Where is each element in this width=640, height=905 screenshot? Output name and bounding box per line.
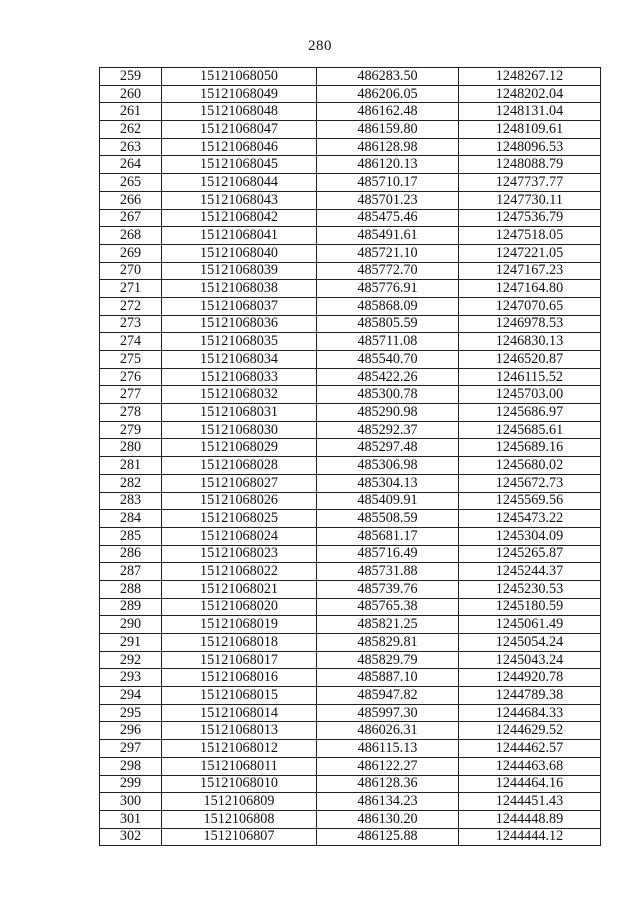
- y-coordinate-cell: 1247164.80: [459, 280, 601, 298]
- point-id-cell: 15121068026: [162, 492, 317, 510]
- y-coordinate-cell: 1244789.38: [459, 687, 601, 705]
- table-row: [100, 828, 601, 846]
- table-row: [100, 616, 601, 634]
- x-coordinate-cell: 485701.23: [317, 191, 459, 209]
- x-coordinate-cell: 485721.10: [317, 244, 459, 262]
- point-id-cell: 15121068037: [162, 297, 317, 315]
- row-number-cell: 281: [100, 457, 162, 475]
- point-id-cell: 15121068034: [162, 351, 317, 369]
- y-coordinate-cell: 1245180.59: [459, 598, 601, 616]
- row-number-cell: 261: [100, 103, 162, 121]
- x-coordinate-cell: 485422.26: [317, 368, 459, 386]
- row-number-cell: 272: [100, 297, 162, 315]
- point-id-cell: 15121068049: [162, 85, 317, 103]
- point-id-cell: 15121068028: [162, 457, 317, 475]
- y-coordinate-cell: 1244629.52: [459, 722, 601, 740]
- table-row: [100, 793, 601, 811]
- row-number-cell: 280: [100, 439, 162, 457]
- point-id-cell: 15121068012: [162, 740, 317, 758]
- table-row: [100, 757, 601, 775]
- x-coordinate-cell: 485409.91: [317, 492, 459, 510]
- table-row: [100, 527, 601, 545]
- table-row: [100, 492, 601, 510]
- x-coordinate-cell: 486283.50: [317, 68, 459, 86]
- row-number-cell: 288: [100, 580, 162, 598]
- table-row: [100, 704, 601, 722]
- point-id-cell: 15121068036: [162, 315, 317, 333]
- x-coordinate-cell: 486128.36: [317, 775, 459, 793]
- y-coordinate-cell: 1245703.00: [459, 386, 601, 404]
- y-coordinate-cell: 1247737.77: [459, 174, 601, 192]
- page-number: 280: [308, 38, 332, 54]
- point-id-cell: 15121068044: [162, 174, 317, 192]
- x-coordinate-cell: 485290.98: [317, 404, 459, 422]
- table-row: [100, 810, 601, 828]
- y-coordinate-cell: 1244463.68: [459, 757, 601, 775]
- row-number-cell: 265: [100, 174, 162, 192]
- point-id-cell: 15121068016: [162, 669, 317, 687]
- row-number-cell: 262: [100, 121, 162, 139]
- y-coordinate-cell: 1244464.16: [459, 775, 601, 793]
- y-coordinate-cell: 1247518.05: [459, 227, 601, 245]
- x-coordinate-cell: 486026.31: [317, 722, 459, 740]
- row-number-cell: 283: [100, 492, 162, 510]
- y-coordinate-cell: 1245672.73: [459, 474, 601, 492]
- x-coordinate-cell: 485739.76: [317, 580, 459, 598]
- point-id-cell: 15121068025: [162, 510, 317, 528]
- x-coordinate-cell: 485772.70: [317, 262, 459, 280]
- y-coordinate-cell: 1248131.04: [459, 103, 601, 121]
- point-id-cell: 15121068018: [162, 634, 317, 652]
- x-coordinate-cell: 485821.25: [317, 616, 459, 634]
- row-number-cell: 270: [100, 262, 162, 280]
- y-coordinate-cell: 1244448.89: [459, 810, 601, 828]
- y-coordinate-cell: 1248088.79: [459, 156, 601, 174]
- row-number-cell: 259: [100, 68, 162, 86]
- y-coordinate-cell: 1245043.24: [459, 651, 601, 669]
- row-number-cell: 294: [100, 687, 162, 705]
- table-row: [100, 421, 601, 439]
- x-coordinate-cell: 485540.70: [317, 351, 459, 369]
- y-coordinate-cell: 1244462.57: [459, 740, 601, 758]
- table-row: [100, 191, 601, 209]
- row-number-cell: 292: [100, 651, 162, 669]
- table-row: [100, 121, 601, 139]
- table-row: [100, 85, 601, 103]
- x-coordinate-cell: 485491.61: [317, 227, 459, 245]
- y-coordinate-cell: 1246978.53: [459, 315, 601, 333]
- y-coordinate-cell: 1247730.11: [459, 191, 601, 209]
- row-number-cell: 291: [100, 634, 162, 652]
- row-number-cell: 268: [100, 227, 162, 245]
- row-number-cell: 274: [100, 333, 162, 351]
- point-id-cell: 15121068042: [162, 209, 317, 227]
- x-coordinate-cell: 485776.91: [317, 280, 459, 298]
- x-coordinate-cell: 486128.98: [317, 138, 459, 156]
- point-id-cell: 15121068023: [162, 545, 317, 563]
- x-coordinate-cell: 485681.17: [317, 527, 459, 545]
- table-row: [100, 563, 601, 581]
- x-coordinate-cell: 486159.80: [317, 121, 459, 139]
- point-id-cell: 15121068038: [162, 280, 317, 298]
- table-row: [100, 244, 601, 262]
- table-row: [100, 404, 601, 422]
- table-row: [100, 209, 601, 227]
- table-row: [100, 174, 601, 192]
- table-row: [100, 457, 601, 475]
- x-coordinate-cell: 485475.46: [317, 209, 459, 227]
- point-id-cell: 15121068033: [162, 368, 317, 386]
- y-coordinate-cell: 1244920.78: [459, 669, 601, 687]
- x-coordinate-cell: 485868.09: [317, 297, 459, 315]
- row-number-cell: 282: [100, 474, 162, 492]
- point-id-cell: 1512106808: [162, 810, 317, 828]
- row-number-cell: 269: [100, 244, 162, 262]
- x-coordinate-cell: 486122.27: [317, 757, 459, 775]
- row-number-cell: 301: [100, 810, 162, 828]
- point-id-cell: 15121068043: [162, 191, 317, 209]
- y-coordinate-cell: 1248096.53: [459, 138, 601, 156]
- x-coordinate-cell: 485711.08: [317, 333, 459, 351]
- point-id-cell: 15121068017: [162, 651, 317, 669]
- row-number-cell: 285: [100, 527, 162, 545]
- point-id-cell: 15121068027: [162, 474, 317, 492]
- table-row: [100, 669, 601, 687]
- y-coordinate-cell: 1245473.22: [459, 510, 601, 528]
- y-coordinate-cell: 1245304.09: [459, 527, 601, 545]
- table-row: [100, 138, 601, 156]
- x-coordinate-cell: 486130.20: [317, 810, 459, 828]
- point-id-cell: 15121068047: [162, 121, 317, 139]
- point-id-cell: 15121068030: [162, 421, 317, 439]
- x-coordinate-cell: 485300.78: [317, 386, 459, 404]
- point-id-cell: 15121068039: [162, 262, 317, 280]
- table-row: [100, 351, 601, 369]
- y-coordinate-cell: 1248109.61: [459, 121, 601, 139]
- point-id-cell: 15121068022: [162, 563, 317, 581]
- point-id-cell: 15121068021: [162, 580, 317, 598]
- table-row: [100, 103, 601, 121]
- y-coordinate-cell: 1245054.24: [459, 634, 601, 652]
- point-id-cell: 15121068041: [162, 227, 317, 245]
- table-row: [100, 651, 601, 669]
- row-number-cell: 293: [100, 669, 162, 687]
- row-number-cell: 260: [100, 85, 162, 103]
- point-id-cell: 15121068032: [162, 386, 317, 404]
- table-row: [100, 598, 601, 616]
- x-coordinate-cell: 485716.49: [317, 545, 459, 563]
- row-number-cell: 289: [100, 598, 162, 616]
- y-coordinate-cell: 1245685.61: [459, 421, 601, 439]
- table-row: [100, 156, 601, 174]
- row-number-cell: 297: [100, 740, 162, 758]
- point-id-cell: 15121068045: [162, 156, 317, 174]
- x-coordinate-cell: 486125.88: [317, 828, 459, 846]
- x-coordinate-cell: 486115.13: [317, 740, 459, 758]
- y-coordinate-cell: 1245230.53: [459, 580, 601, 598]
- table-row: [100, 545, 601, 563]
- table-row: [100, 687, 601, 705]
- x-coordinate-cell: 485710.17: [317, 174, 459, 192]
- y-coordinate-cell: 1244684.33: [459, 704, 601, 722]
- point-id-cell: 15121068013: [162, 722, 317, 740]
- y-coordinate-cell: 1247070.65: [459, 297, 601, 315]
- point-id-cell: 15121068046: [162, 138, 317, 156]
- row-number-cell: 277: [100, 386, 162, 404]
- coordinates-table-body: [100, 68, 601, 846]
- point-id-cell: 15121068048: [162, 103, 317, 121]
- point-id-cell: 15121068019: [162, 616, 317, 634]
- y-coordinate-cell: 1246115.52: [459, 368, 601, 386]
- table-row: [100, 722, 601, 740]
- table-row: [100, 333, 601, 351]
- x-coordinate-cell: 485765.38: [317, 598, 459, 616]
- x-coordinate-cell: 485805.59: [317, 315, 459, 333]
- x-coordinate-cell: 485304.13: [317, 474, 459, 492]
- x-coordinate-cell: 485508.59: [317, 510, 459, 528]
- point-id-cell: 15121068040: [162, 244, 317, 262]
- row-number-cell: 286: [100, 545, 162, 563]
- x-coordinate-cell: 486120.13: [317, 156, 459, 174]
- table-row: [100, 474, 601, 492]
- row-number-cell: 287: [100, 563, 162, 581]
- row-number-cell: 298: [100, 757, 162, 775]
- row-number-cell: 267: [100, 209, 162, 227]
- x-coordinate-cell: 485947.82: [317, 687, 459, 705]
- y-coordinate-cell: 1248202.04: [459, 85, 601, 103]
- row-number-cell: 278: [100, 404, 162, 422]
- row-number-cell: 276: [100, 368, 162, 386]
- table-row: [100, 315, 601, 333]
- y-coordinate-cell: 1247221.05: [459, 244, 601, 262]
- row-number-cell: 264: [100, 156, 162, 174]
- row-number-cell: 302: [100, 828, 162, 846]
- y-coordinate-cell: 1244444.12: [459, 828, 601, 846]
- row-number-cell: 275: [100, 351, 162, 369]
- point-id-cell: 15121068014: [162, 704, 317, 722]
- point-id-cell: 15121068015: [162, 687, 317, 705]
- y-coordinate-cell: 1246520.87: [459, 351, 601, 369]
- y-coordinate-cell: 1247536.79: [459, 209, 601, 227]
- table-row: [100, 386, 601, 404]
- table-row: [100, 510, 601, 528]
- table-row: [100, 297, 601, 315]
- point-id-cell: 15121068050: [162, 68, 317, 86]
- table-row: [100, 439, 601, 457]
- row-number-cell: 266: [100, 191, 162, 209]
- table-row: [100, 580, 601, 598]
- y-coordinate-cell: 1247167.23: [459, 262, 601, 280]
- x-coordinate-cell: 485731.88: [317, 563, 459, 581]
- y-coordinate-cell: 1248267.12: [459, 68, 601, 86]
- row-number-cell: 299: [100, 775, 162, 793]
- y-coordinate-cell: 1245061.49: [459, 616, 601, 634]
- coordinates-table: [99, 67, 601, 846]
- point-id-cell: 15121068029: [162, 439, 317, 457]
- y-coordinate-cell: 1245265.87: [459, 545, 601, 563]
- table-row: [100, 368, 601, 386]
- x-coordinate-cell: 486162.48: [317, 103, 459, 121]
- point-id-cell: 15121068011: [162, 757, 317, 775]
- point-id-cell: 1512106809: [162, 793, 317, 811]
- row-number-cell: 279: [100, 421, 162, 439]
- table-row: [100, 227, 601, 245]
- table-row: [100, 634, 601, 652]
- x-coordinate-cell: 485292.37: [317, 421, 459, 439]
- point-id-cell: 15121068031: [162, 404, 317, 422]
- y-coordinate-cell: 1245569.56: [459, 492, 601, 510]
- row-number-cell: 290: [100, 616, 162, 634]
- y-coordinate-cell: 1244451.43: [459, 793, 601, 811]
- row-number-cell: 263: [100, 138, 162, 156]
- table-row: [100, 775, 601, 793]
- row-number-cell: 284: [100, 510, 162, 528]
- row-number-cell: 273: [100, 315, 162, 333]
- x-coordinate-cell: 485829.81: [317, 634, 459, 652]
- x-coordinate-cell: 485297.48: [317, 439, 459, 457]
- row-number-cell: 271: [100, 280, 162, 298]
- x-coordinate-cell: 485829.79: [317, 651, 459, 669]
- y-coordinate-cell: 1245244.37: [459, 563, 601, 581]
- point-id-cell: 15121068020: [162, 598, 317, 616]
- table-row: [100, 740, 601, 758]
- x-coordinate-cell: 486134.23: [317, 793, 459, 811]
- y-coordinate-cell: 1245689.16: [459, 439, 601, 457]
- x-coordinate-cell: 485887.10: [317, 669, 459, 687]
- y-coordinate-cell: 1245686.97: [459, 404, 601, 422]
- table-row: [100, 262, 601, 280]
- y-coordinate-cell: 1246830.13: [459, 333, 601, 351]
- point-id-cell: 15121068024: [162, 527, 317, 545]
- point-id-cell: 15121068035: [162, 333, 317, 351]
- table-row: [100, 68, 601, 86]
- point-id-cell: 15121068010: [162, 775, 317, 793]
- row-number-cell: 300: [100, 793, 162, 811]
- row-number-cell: 295: [100, 704, 162, 722]
- x-coordinate-cell: 486206.05: [317, 85, 459, 103]
- x-coordinate-cell: 485997.30: [317, 704, 459, 722]
- table-row: [100, 280, 601, 298]
- row-number-cell: 296: [100, 722, 162, 740]
- point-id-cell: 1512106807: [162, 828, 317, 846]
- x-coordinate-cell: 485306.98: [317, 457, 459, 475]
- y-coordinate-cell: 1245680.02: [459, 457, 601, 475]
